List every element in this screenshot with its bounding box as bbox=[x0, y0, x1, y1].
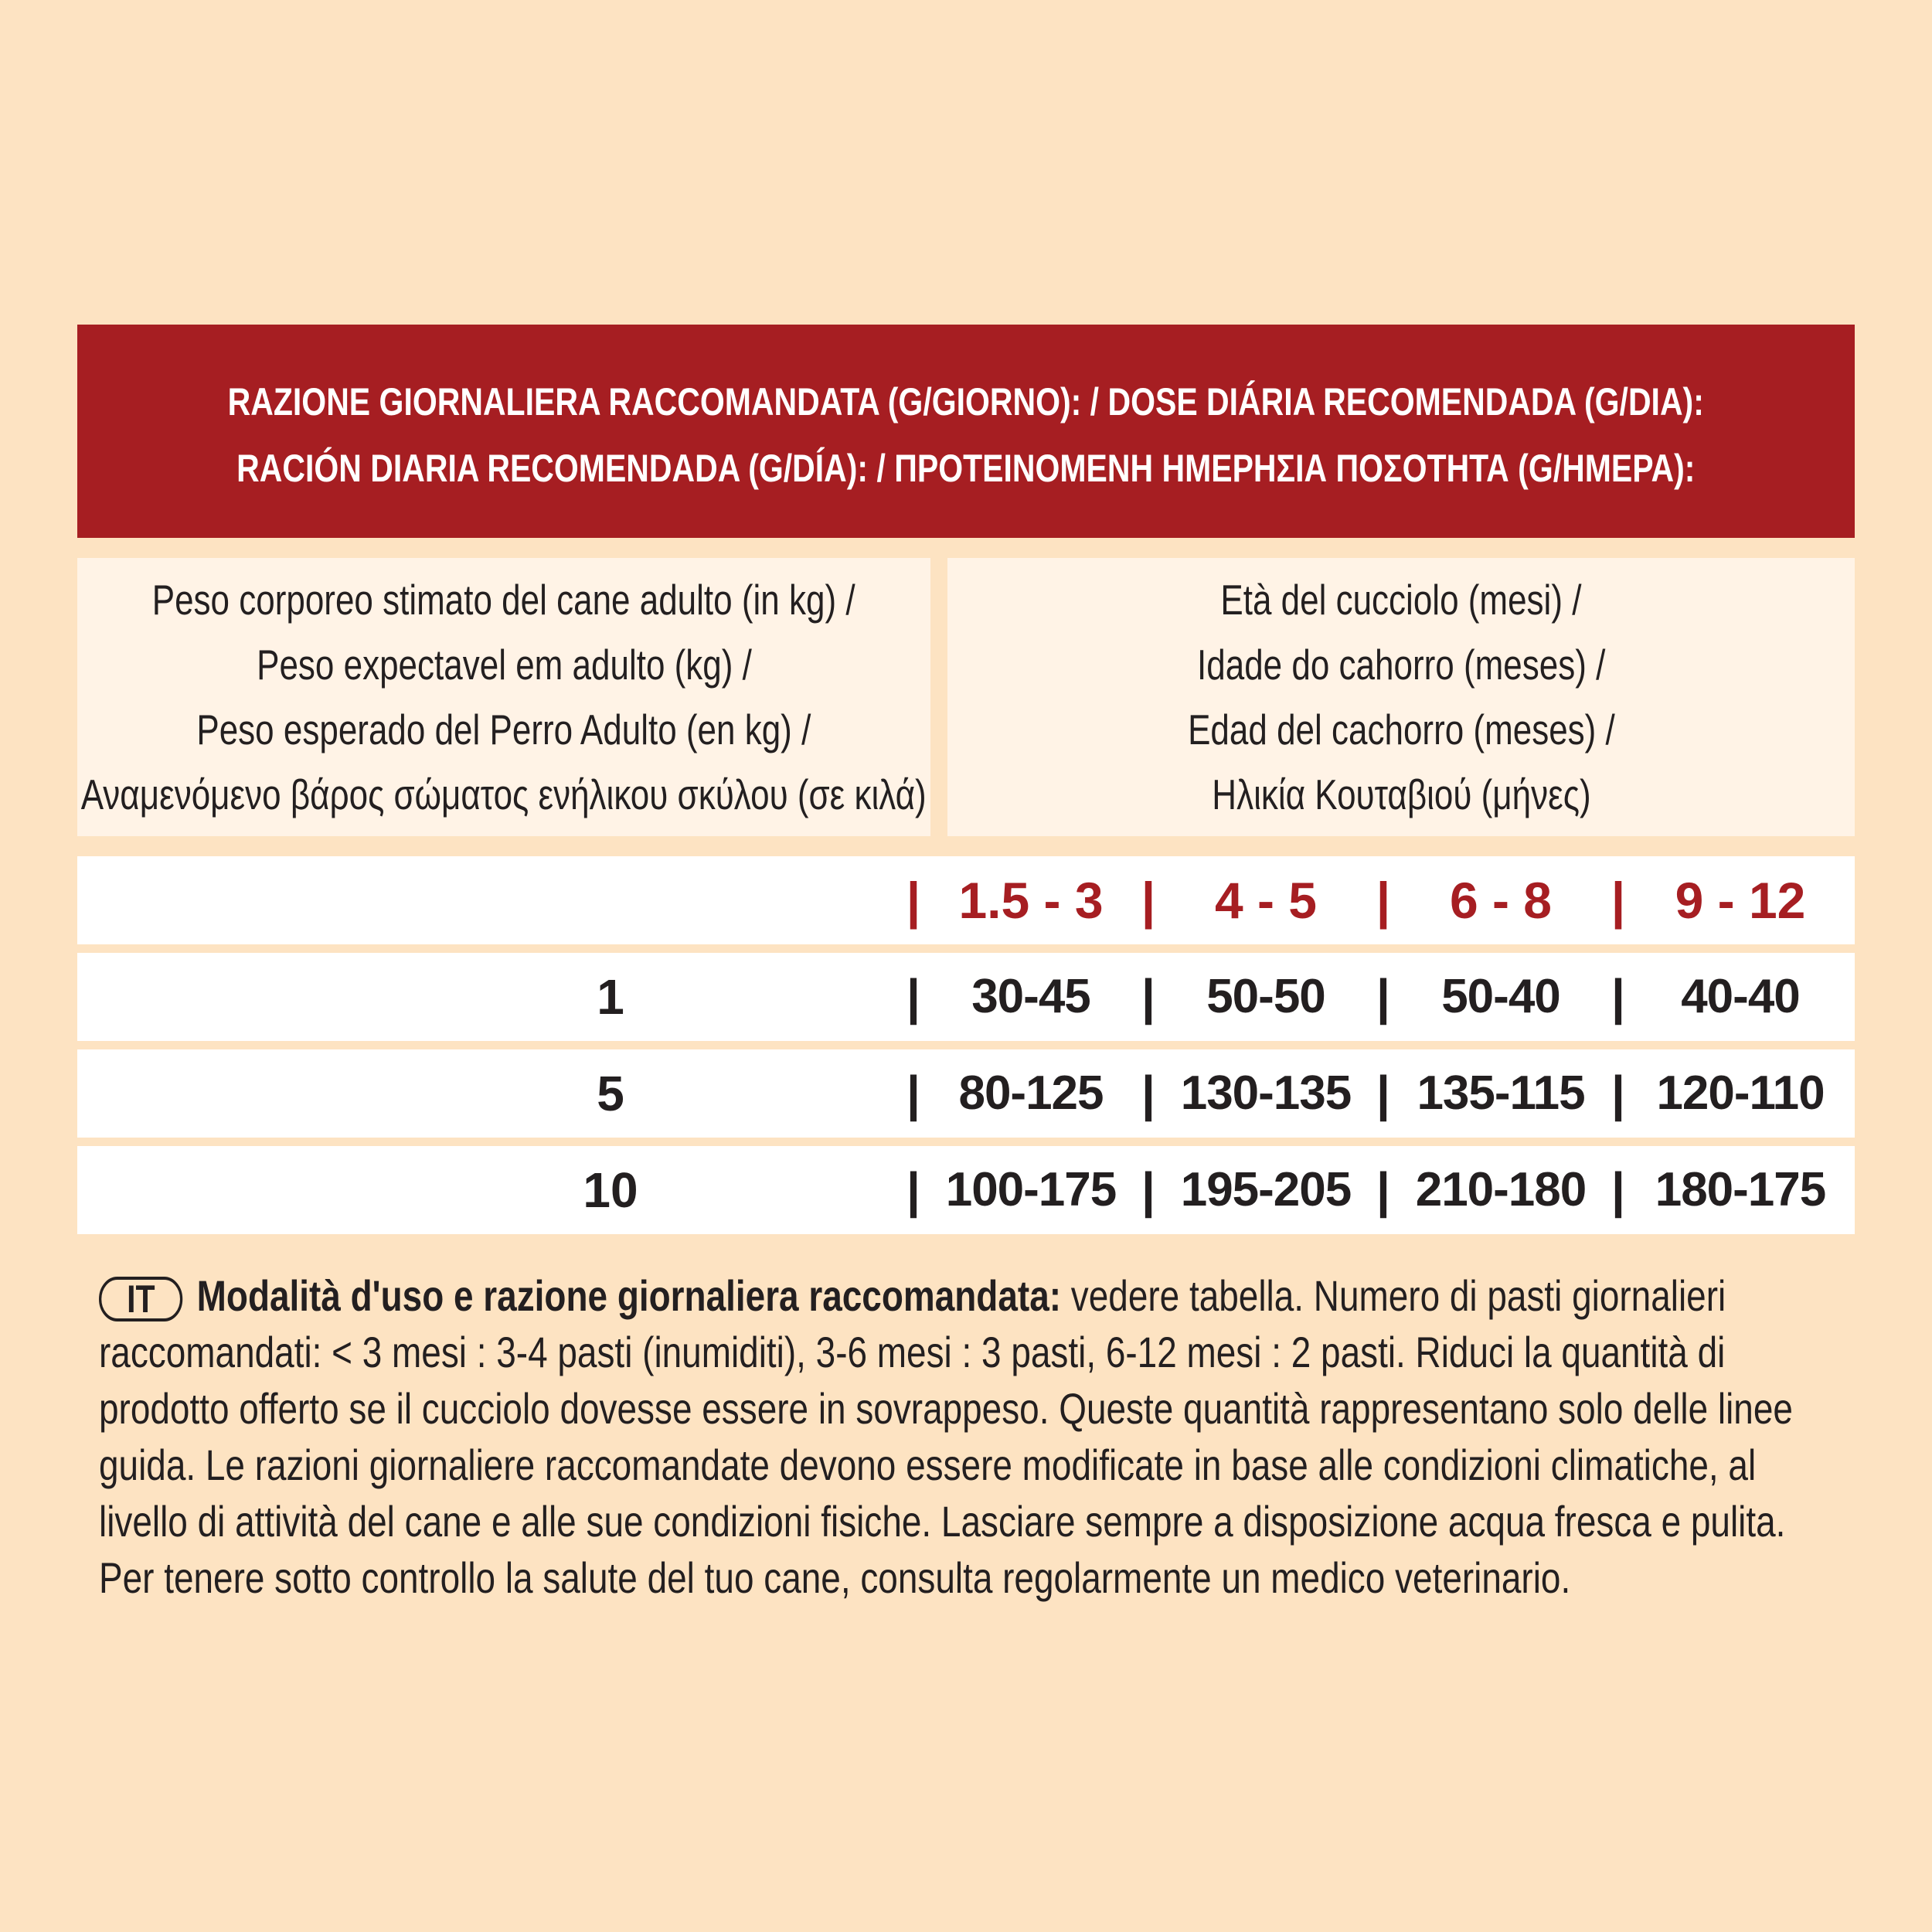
age-range-cell: 1.5 - 3 bbox=[958, 872, 1104, 929]
instructions-line: prodotto offerto se il cucciolo dovesse essere in sovrappeso. Queste quantità rappresentano solo delle linee bbox=[99, 1384, 1793, 1433]
ration-cell: 50-50 bbox=[1206, 970, 1325, 1023]
age-range-cell: 9 - 12 bbox=[1675, 872, 1806, 929]
column-separator: | bbox=[1141, 872, 1156, 929]
ration-cell: 130-135 bbox=[1180, 1066, 1352, 1120]
column-separator: | bbox=[1376, 1066, 1390, 1121]
weight-header-line: Peso corporeo stimato del cane adulto (in kg) / bbox=[152, 576, 855, 624]
instructions-text: vedere tabella. Numero di pasti giornalieri bbox=[1061, 1271, 1726, 1320]
column-separator: | bbox=[906, 1162, 920, 1218]
ration-cell: 180-175 bbox=[1655, 1163, 1826, 1216]
column-separator: | bbox=[1376, 872, 1391, 929]
instructions-line: raccomandati: < 3 mesi : 3-4 pasti (inumiditi), 3-6 mesi : 3 pasti, 6-12 mesi : 2 pasti. Riduci la quantità di bbox=[99, 1328, 1726, 1376]
column-separator: | bbox=[1376, 969, 1390, 1025]
ration-cell: 40-40 bbox=[1681, 970, 1800, 1023]
age-header-line: Ηλικία Κουταβιού (μήνες) bbox=[1211, 770, 1591, 818]
weight-column-header bbox=[77, 558, 930, 836]
age-column-header bbox=[947, 558, 1855, 836]
instructions-heading: Modalità d'uso e razione giornaliera raccomandata: bbox=[196, 1271, 1062, 1320]
table-row bbox=[77, 1049, 1855, 1138]
feeding-guide-header bbox=[77, 325, 1855, 538]
column-separator: | bbox=[1611, 969, 1625, 1025]
ration-cell: 195-205 bbox=[1180, 1163, 1352, 1216]
ration-cell: 120-110 bbox=[1656, 1066, 1825, 1120]
ration-cell: 210-180 bbox=[1415, 1163, 1587, 1216]
language-badge: IT bbox=[99, 1277, 183, 1321]
age-range-row bbox=[77, 856, 1855, 944]
weight-header-line: Αναμενόμενο βάρος σώματος ενήλικου σκύλου (σε κιλά) bbox=[81, 770, 927, 818]
age-range-cell: 6 - 8 bbox=[1449, 872, 1553, 929]
instructions-line: guida. Le razioni giornaliere raccomandate devono essere modificate in base alle condizioni climatiche, al bbox=[99, 1440, 1757, 1489]
age-range-cell: 4 - 5 bbox=[1214, 872, 1318, 929]
ration-cell: 80-125 bbox=[958, 1066, 1104, 1120]
age-header-line: Edad del cachorro (meses) / bbox=[1187, 706, 1615, 753]
table-row bbox=[77, 1146, 1855, 1234]
ration-cell: 50-40 bbox=[1441, 970, 1560, 1023]
column-separator: | bbox=[906, 872, 921, 929]
header-title-line-1: RAZIONE GIORNALIERA RACCOMANDATA (G/GIORNO): / DOSE DIÁRIA RECOMENDADA (G/DIA): bbox=[227, 380, 1705, 423]
instructions-line bbox=[99, 1267, 1726, 1324]
weight-header-line: Peso esperado del Perro Adulto (en kg) / bbox=[196, 706, 811, 753]
column-separator: | bbox=[1611, 1162, 1625, 1218]
instructions-line: Per tenere sotto controllo la salute del tuo cane, consulta regolarmente un medico veterinario. bbox=[99, 1553, 1571, 1602]
column-separator: | bbox=[906, 969, 920, 1025]
ration-cell: 135-115 bbox=[1417, 1066, 1585, 1120]
instructions-paragraph bbox=[99, 1267, 1876, 1606]
column-separator: | bbox=[906, 1066, 920, 1121]
column-separator: | bbox=[1611, 872, 1626, 929]
column-separator: | bbox=[1141, 1162, 1155, 1218]
weight-cell: 10 bbox=[583, 1162, 638, 1218]
header-title-line-2: RACIÓN DIARIA RECOMENDADA (G/DÍA): / ΠΡΟΤΕΙΝΟΜΕΝΗ ΗΜΕΡΗΣΙΑ ΠΟΣΟΤΗΤΑ (G/ΗΜΕΡΑ): bbox=[236, 447, 1696, 490]
weight-cell: 1 bbox=[597, 969, 624, 1025]
ration-cell: 30-45 bbox=[971, 970, 1090, 1023]
age-header-line: Idade do cahorro (meses) / bbox=[1196, 641, 1606, 689]
column-separator: | bbox=[1376, 1162, 1390, 1218]
weight-cell: 5 bbox=[597, 1066, 624, 1121]
column-separator: | bbox=[1611, 1066, 1625, 1121]
column-separator: | bbox=[1141, 1066, 1155, 1121]
ration-cell: 100-175 bbox=[945, 1163, 1117, 1216]
table-row bbox=[77, 953, 1855, 1041]
instructions-line: livello di attività del cane e alle sue condizioni fisiche. Lasciare sempre a disposizione acqua fresca e pulita. bbox=[99, 1497, 1786, 1546]
weight-header-line: Peso expectavel em adulto (kg) / bbox=[256, 641, 752, 689]
age-header-line: Età del cucciolo (mesi) / bbox=[1220, 576, 1582, 624]
column-separator: | bbox=[1141, 969, 1155, 1025]
